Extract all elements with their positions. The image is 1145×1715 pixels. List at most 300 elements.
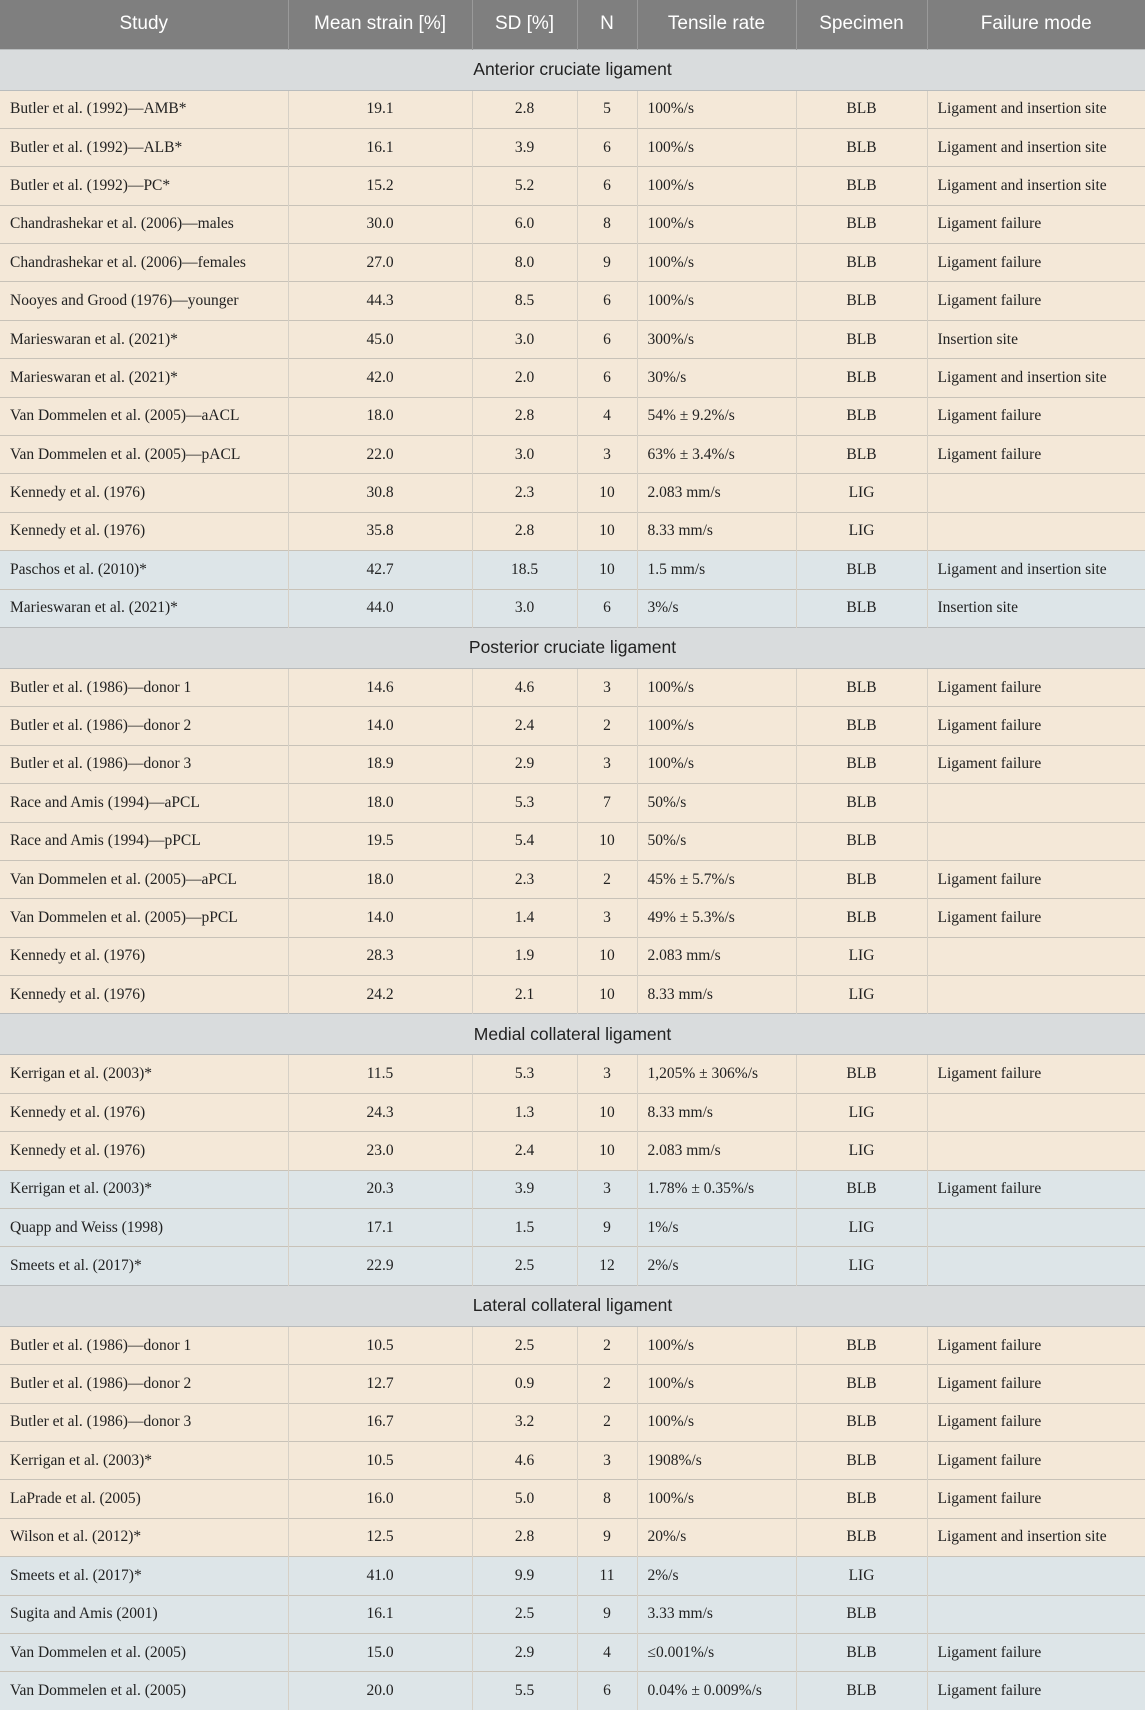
cell-mean-strain: 18.0 (288, 784, 472, 822)
cell-sd: 1.3 (472, 1093, 577, 1131)
cell-n: 6 (577, 128, 637, 166)
cell-specimen: BLB (796, 244, 927, 282)
cell-mean-strain: 45.0 (288, 320, 472, 358)
section-row (0, 1285, 1145, 1326)
cell-study: Butler et al. (1986)—donor 1 (0, 1326, 288, 1364)
table-row (0, 1557, 1145, 1595)
cell-failure-mode: Ligament failure (927, 1170, 1145, 1208)
cell-failure-mode: Ligament failure (927, 1055, 1145, 1093)
cell-study: Van Dommelen et al. (2005)—pPCL (0, 899, 288, 937)
cell-study: Kennedy et al. (1976) (0, 1093, 288, 1131)
cell-n: 2 (577, 1365, 637, 1403)
cell-mean-strain: 42.7 (288, 551, 472, 589)
cell-sd: 4.6 (472, 1442, 577, 1480)
cell-failure-mode (927, 1132, 1145, 1170)
cell-tensile-rate: 8.33 mm/s (637, 976, 796, 1014)
cell-mean-strain: 12.5 (288, 1518, 472, 1556)
cell-failure-mode: Ligament and insertion site (927, 90, 1145, 128)
cell-study: Chandrashekar et al. (2006)—males (0, 205, 288, 243)
cell-mean-strain: 42.0 (288, 359, 472, 397)
cell-tensile-rate: 100%/s (637, 707, 796, 745)
cell-specimen: LIG (796, 474, 927, 512)
cell-tensile-rate: 63% ± 3.4%/s (637, 436, 796, 474)
cell-tensile-rate: 20%/s (637, 1518, 796, 1556)
cell-study: Paschos et al. (2010)* (0, 551, 288, 589)
table-row (0, 1595, 1145, 1633)
cell-sd: 5.2 (472, 167, 577, 205)
cell-specimen: BLB (796, 1170, 927, 1208)
cell-failure-mode: Ligament failure (927, 1326, 1145, 1364)
cell-failure-mode (927, 937, 1145, 975)
table-body (0, 49, 1145, 1710)
header-specimen: Specimen (796, 0, 927, 49)
cell-sd: 2.3 (472, 474, 577, 512)
table-row (0, 128, 1145, 166)
table-row (0, 899, 1145, 937)
cell-n: 6 (577, 1672, 637, 1710)
cell-tensile-rate: 1%/s (637, 1209, 796, 1247)
cell-specimen: BLB (796, 1326, 927, 1364)
cell-study: LaPrade et al. (2005) (0, 1480, 288, 1518)
cell-sd: 2.5 (472, 1595, 577, 1633)
cell-mean-strain: 24.2 (288, 976, 472, 1014)
cell-specimen: BLB (796, 860, 927, 898)
cell-failure-mode: Ligament and insertion site (927, 128, 1145, 166)
table-row (0, 976, 1145, 1014)
cell-n: 9 (577, 1209, 637, 1247)
cell-specimen: BLB (796, 1403, 927, 1441)
cell-study: Butler et al. (1992)—PC* (0, 167, 288, 205)
cell-tensile-rate: 300%/s (637, 320, 796, 358)
cell-tensile-rate: 2.083 mm/s (637, 1132, 796, 1170)
section-row (0, 1014, 1145, 1055)
table-row (0, 668, 1145, 706)
cell-specimen: BLB (796, 282, 927, 320)
cell-study: Quapp and Weiss (1998) (0, 1209, 288, 1247)
cell-sd: 6.0 (472, 205, 577, 243)
cell-failure-mode: Ligament failure (927, 1480, 1145, 1518)
table-row (0, 90, 1145, 128)
cell-study: Sugita and Amis (2001) (0, 1595, 288, 1633)
cell-n: 6 (577, 282, 637, 320)
cell-specimen: BLB (796, 589, 927, 627)
cell-sd: 2.4 (472, 707, 577, 745)
cell-sd: 3.0 (472, 320, 577, 358)
section-title: Medial collateral ligament (0, 1014, 1145, 1055)
cell-sd: 2.0 (472, 359, 577, 397)
cell-n: 12 (577, 1247, 637, 1285)
cell-study: Butler et al. (1992)—AMB* (0, 90, 288, 128)
cell-failure-mode (927, 1595, 1145, 1633)
cell-study: Kerrigan et al. (2003)* (0, 1170, 288, 1208)
cell-study: Nooyes and Grood (1976)—younger (0, 282, 288, 320)
cell-n: 10 (577, 1093, 637, 1131)
table-row (0, 1633, 1145, 1671)
section-title: Lateral collateral ligament (0, 1285, 1145, 1326)
cell-study: Butler et al. (1986)—donor 3 (0, 745, 288, 783)
cell-n: 6 (577, 320, 637, 358)
cell-failure-mode: Ligament failure (927, 1365, 1145, 1403)
cell-failure-mode: Ligament failure (927, 1442, 1145, 1480)
cell-sd: 1.4 (472, 899, 577, 937)
cell-mean-strain: 14.0 (288, 899, 472, 937)
cell-specimen: BLB (796, 899, 927, 937)
header-row (0, 0, 1145, 49)
cell-n: 10 (577, 937, 637, 975)
cell-study: Marieswaran et al. (2021)* (0, 589, 288, 627)
cell-mean-strain: 17.1 (288, 1209, 472, 1247)
cell-mean-strain: 18.9 (288, 745, 472, 783)
cell-tensile-rate: 8.33 mm/s (637, 1093, 796, 1131)
cell-sd: 1.9 (472, 937, 577, 975)
cell-tensile-rate: 3.33 mm/s (637, 1595, 796, 1633)
cell-tensile-rate: 100%/s (637, 668, 796, 706)
cell-mean-strain: 16.1 (288, 1595, 472, 1633)
cell-n: 3 (577, 1055, 637, 1093)
cell-mean-strain: 44.0 (288, 589, 472, 627)
cell-n: 6 (577, 359, 637, 397)
cell-failure-mode: Ligament failure (927, 745, 1145, 783)
cell-tensile-rate: 100%/s (637, 167, 796, 205)
cell-sd: 2.8 (472, 90, 577, 128)
table-row (0, 1132, 1145, 1170)
cell-tensile-rate: 3%/s (637, 589, 796, 627)
header-failure-mode: Failure mode (927, 0, 1145, 49)
cell-tensile-rate: 100%/s (637, 1403, 796, 1441)
cell-failure-mode: Ligament failure (927, 1633, 1145, 1671)
cell-sd: 3.9 (472, 128, 577, 166)
cell-mean-strain: 10.5 (288, 1442, 472, 1480)
cell-sd: 18.5 (472, 551, 577, 589)
table-row (0, 282, 1145, 320)
table-row (0, 1055, 1145, 1093)
cell-specimen: BLB (796, 1672, 927, 1710)
cell-mean-strain: 35.8 (288, 512, 472, 550)
cell-specimen: BLB (796, 205, 927, 243)
cell-failure-mode: Insertion site (927, 320, 1145, 358)
cell-tensile-rate: 50%/s (637, 784, 796, 822)
cell-sd: 3.0 (472, 589, 577, 627)
cell-n: 10 (577, 1132, 637, 1170)
table-row (0, 1442, 1145, 1480)
header-n: N (577, 0, 637, 49)
cell-n: 2 (577, 1403, 637, 1441)
table-row (0, 244, 1145, 282)
cell-mean-strain: 22.0 (288, 436, 472, 474)
section-title: Posterior cruciate ligament (0, 627, 1145, 668)
cell-n: 10 (577, 822, 637, 860)
table-row (0, 860, 1145, 898)
cell-mean-strain: 15.0 (288, 1633, 472, 1671)
cell-sd: 2.8 (472, 1518, 577, 1556)
cell-failure-mode: Ligament failure (927, 244, 1145, 282)
cell-n: 9 (577, 1518, 637, 1556)
cell-tensile-rate: 100%/s (637, 205, 796, 243)
cell-tensile-rate: 100%/s (637, 90, 796, 128)
cell-failure-mode: Ligament and insertion site (927, 167, 1145, 205)
table-row (0, 1326, 1145, 1364)
cell-mean-strain: 23.0 (288, 1132, 472, 1170)
table-row (0, 745, 1145, 783)
cell-n: 6 (577, 589, 637, 627)
cell-mean-strain: 16.0 (288, 1480, 472, 1518)
cell-study: Van Dommelen et al. (2005)—aACL (0, 397, 288, 435)
cell-sd: 0.9 (472, 1365, 577, 1403)
cell-specimen: BLB (796, 90, 927, 128)
cell-specimen: BLB (796, 822, 927, 860)
cell-n: 8 (577, 1480, 637, 1518)
cell-study: Kennedy et al. (1976) (0, 937, 288, 975)
cell-mean-strain: 15.2 (288, 167, 472, 205)
cell-failure-mode (927, 1247, 1145, 1285)
cell-study: Kennedy et al. (1976) (0, 1132, 288, 1170)
cell-sd: 2.9 (472, 745, 577, 783)
cell-tensile-rate: 100%/s (637, 1326, 796, 1364)
cell-study: Van Dommelen et al. (2005)—aPCL (0, 860, 288, 898)
cell-study: Butler et al. (1986)—donor 2 (0, 1365, 288, 1403)
cell-specimen: LIG (796, 1132, 927, 1170)
table-row (0, 784, 1145, 822)
cell-tensile-rate: 1.78% ± 0.35%/s (637, 1170, 796, 1208)
cell-sd: 9.9 (472, 1557, 577, 1595)
cell-tensile-rate: ≤0.001%/s (637, 1633, 796, 1671)
table-row (0, 512, 1145, 550)
cell-mean-strain: 41.0 (288, 1557, 472, 1595)
cell-specimen: LIG (796, 976, 927, 1014)
table-row (0, 436, 1145, 474)
table-row (0, 1518, 1145, 1556)
cell-specimen: BLB (796, 551, 927, 589)
cell-sd: 2.1 (472, 976, 577, 1014)
cell-sd: 5.0 (472, 1480, 577, 1518)
cell-sd: 2.8 (472, 397, 577, 435)
cell-n: 3 (577, 899, 637, 937)
cell-mean-strain: 18.0 (288, 860, 472, 898)
cell-n: 2 (577, 707, 637, 745)
cell-n: 10 (577, 976, 637, 1014)
table-row (0, 397, 1145, 435)
cell-mean-strain: 20.3 (288, 1170, 472, 1208)
cell-tensile-rate: 8.33 mm/s (637, 512, 796, 550)
cell-n: 11 (577, 1557, 637, 1595)
cell-n: 10 (577, 551, 637, 589)
table-row (0, 1672, 1145, 1710)
cell-sd: 5.4 (472, 822, 577, 860)
cell-mean-strain: 16.1 (288, 128, 472, 166)
cell-tensile-rate: 2%/s (637, 1247, 796, 1285)
cell-failure-mode: Ligament and insertion site (927, 1518, 1145, 1556)
cell-specimen: BLB (796, 784, 927, 822)
cell-tensile-rate: 1908%/s (637, 1442, 796, 1480)
cell-mean-strain: 19.5 (288, 822, 472, 860)
cell-tensile-rate: 30%/s (637, 359, 796, 397)
cell-tensile-rate: 49% ± 5.3%/s (637, 899, 796, 937)
cell-sd: 5.5 (472, 1672, 577, 1710)
header-sd: SD [%] (472, 0, 577, 49)
header-mean-strain: Mean strain [%] (288, 0, 472, 49)
cell-specimen: BLB (796, 1595, 927, 1633)
cell-failure-mode: Ligament failure (927, 1403, 1145, 1441)
cell-mean-strain: 20.0 (288, 1672, 472, 1710)
cell-mean-strain: 22.9 (288, 1247, 472, 1285)
cell-mean-strain: 18.0 (288, 397, 472, 435)
section-row (0, 627, 1145, 668)
cell-n: 3 (577, 745, 637, 783)
cell-failure-mode (927, 1093, 1145, 1131)
cell-sd: 2.8 (472, 512, 577, 550)
cell-n: 7 (577, 784, 637, 822)
cell-tensile-rate: 54% ± 9.2%/s (637, 397, 796, 435)
cell-failure-mode: Ligament and insertion site (927, 551, 1145, 589)
cell-specimen: BLB (796, 167, 927, 205)
cell-mean-strain: 28.3 (288, 937, 472, 975)
cell-mean-strain: 12.7 (288, 1365, 472, 1403)
cell-n: 2 (577, 860, 637, 898)
cell-n: 10 (577, 512, 637, 550)
cell-n: 9 (577, 244, 637, 282)
cell-study: Butler et al. (1986)—donor 2 (0, 707, 288, 745)
cell-specimen: BLB (796, 359, 927, 397)
table-header (0, 0, 1145, 49)
cell-specimen: LIG (796, 1093, 927, 1131)
cell-study: Marieswaran et al. (2021)* (0, 359, 288, 397)
cell-study: Butler et al. (1986)—donor 3 (0, 1403, 288, 1441)
cell-mean-strain: 14.6 (288, 668, 472, 706)
cell-failure-mode: Ligament failure (927, 860, 1145, 898)
cell-failure-mode: Ligament failure (927, 668, 1145, 706)
cell-tensile-rate: 45% ± 5.7%/s (637, 860, 796, 898)
cell-sd: 5.3 (472, 784, 577, 822)
cell-n: 2 (577, 1326, 637, 1364)
cell-sd: 2.9 (472, 1633, 577, 1671)
table-row (0, 1403, 1145, 1441)
cell-study: Wilson et al. (2012)* (0, 1518, 288, 1556)
section-row (0, 49, 1145, 90)
cell-n: 8 (577, 205, 637, 243)
cell-failure-mode: Ligament failure (927, 1672, 1145, 1710)
cell-study: Race and Amis (1994)—aPCL (0, 784, 288, 822)
cell-specimen: BLB (796, 1480, 927, 1518)
cell-sd: 2.5 (472, 1247, 577, 1285)
cell-study: Butler et al. (1992)—ALB* (0, 128, 288, 166)
cell-failure-mode: Insertion site (927, 589, 1145, 627)
table-row (0, 167, 1145, 205)
cell-n: 9 (577, 1595, 637, 1633)
cell-failure-mode: Ligament failure (927, 205, 1145, 243)
table-row (0, 1247, 1145, 1285)
cell-mean-strain: 10.5 (288, 1326, 472, 1364)
cell-study: Kennedy et al. (1976) (0, 976, 288, 1014)
cell-study: Chandrashekar et al. (2006)—females (0, 244, 288, 282)
cell-failure-mode (927, 474, 1145, 512)
cell-failure-mode (927, 976, 1145, 1014)
table-row (0, 205, 1145, 243)
table-row (0, 1365, 1145, 1403)
table-row (0, 1170, 1145, 1208)
cell-specimen: LIG (796, 937, 927, 975)
cell-failure-mode: Ligament failure (927, 397, 1145, 435)
cell-specimen: BLB (796, 1365, 927, 1403)
cell-n: 5 (577, 90, 637, 128)
cell-mean-strain: 27.0 (288, 244, 472, 282)
cell-specimen: LIG (796, 512, 927, 550)
cell-tensile-rate: 50%/s (637, 822, 796, 860)
header-study: Study (119, 13, 169, 35)
cell-tensile-rate: 1,205% ± 306%/s (637, 1055, 796, 1093)
cell-sd: 8.0 (472, 244, 577, 282)
cell-specimen: BLB (796, 397, 927, 435)
cell-tensile-rate: 100%/s (637, 128, 796, 166)
cell-specimen: BLB (796, 668, 927, 706)
cell-specimen: BLB (796, 1055, 927, 1093)
cell-mean-strain: 19.1 (288, 90, 472, 128)
cell-study: Kerrigan et al. (2003)* (0, 1055, 288, 1093)
cell-n: 4 (577, 1633, 637, 1671)
cell-n: 6 (577, 167, 637, 205)
cell-sd: 2.4 (472, 1132, 577, 1170)
cell-n: 3 (577, 668, 637, 706)
table-row (0, 474, 1145, 512)
cell-n: 10 (577, 474, 637, 512)
cell-specimen: LIG (796, 1557, 927, 1595)
cell-tensile-rate: 2%/s (637, 1557, 796, 1595)
cell-specimen: BLB (796, 1518, 927, 1556)
cell-sd: 2.5 (472, 1326, 577, 1364)
cell-mean-strain: 11.5 (288, 1055, 472, 1093)
cell-n: 4 (577, 397, 637, 435)
cell-sd: 4.6 (472, 668, 577, 706)
table-row (0, 707, 1145, 745)
cell-tensile-rate: 2.083 mm/s (637, 474, 796, 512)
cell-failure-mode (927, 822, 1145, 860)
section-title: Anterior cruciate ligament (0, 49, 1145, 90)
cell-tensile-rate: 2.083 mm/s (637, 937, 796, 975)
table-row (0, 589, 1145, 627)
cell-specimen: BLB (796, 436, 927, 474)
cell-mean-strain: 16.7 (288, 1403, 472, 1441)
cell-tensile-rate: 100%/s (637, 745, 796, 783)
cell-failure-mode: Ligament failure (927, 899, 1145, 937)
cell-failure-mode: Ligament failure (927, 436, 1145, 474)
cell-specimen: BLB (796, 1633, 927, 1671)
cell-study: Kerrigan et al. (2003)* (0, 1442, 288, 1480)
cell-study: Van Dommelen et al. (2005)—pACL (0, 436, 288, 474)
cell-study: Race and Amis (1994)—pPCL (0, 822, 288, 860)
cell-tensile-rate: 100%/s (637, 282, 796, 320)
cell-n: 3 (577, 1442, 637, 1480)
cell-specimen: LIG (796, 1247, 927, 1285)
table-row (0, 320, 1145, 358)
table-row (0, 1480, 1145, 1518)
table-row (0, 359, 1145, 397)
cell-sd: 8.5 (472, 282, 577, 320)
cell-mean-strain: 44.3 (288, 282, 472, 320)
table-row (0, 822, 1145, 860)
cell-specimen: BLB (796, 707, 927, 745)
cell-mean-strain: 30.0 (288, 205, 472, 243)
cell-tensile-rate: 100%/s (637, 1365, 796, 1403)
cell-tensile-rate: 1.5 mm/s (637, 551, 796, 589)
table-row (0, 551, 1145, 589)
cell-specimen: BLB (796, 745, 927, 783)
cell-study: Van Dommelen et al. (2005) (0, 1672, 288, 1710)
cell-sd: 1.5 (472, 1209, 577, 1247)
cell-failure-mode: Ligament failure (927, 282, 1145, 320)
cell-specimen: BLB (796, 128, 927, 166)
table-row (0, 1093, 1145, 1131)
cell-failure-mode (927, 512, 1145, 550)
header-tensile-rate: Tensile rate (637, 0, 796, 49)
